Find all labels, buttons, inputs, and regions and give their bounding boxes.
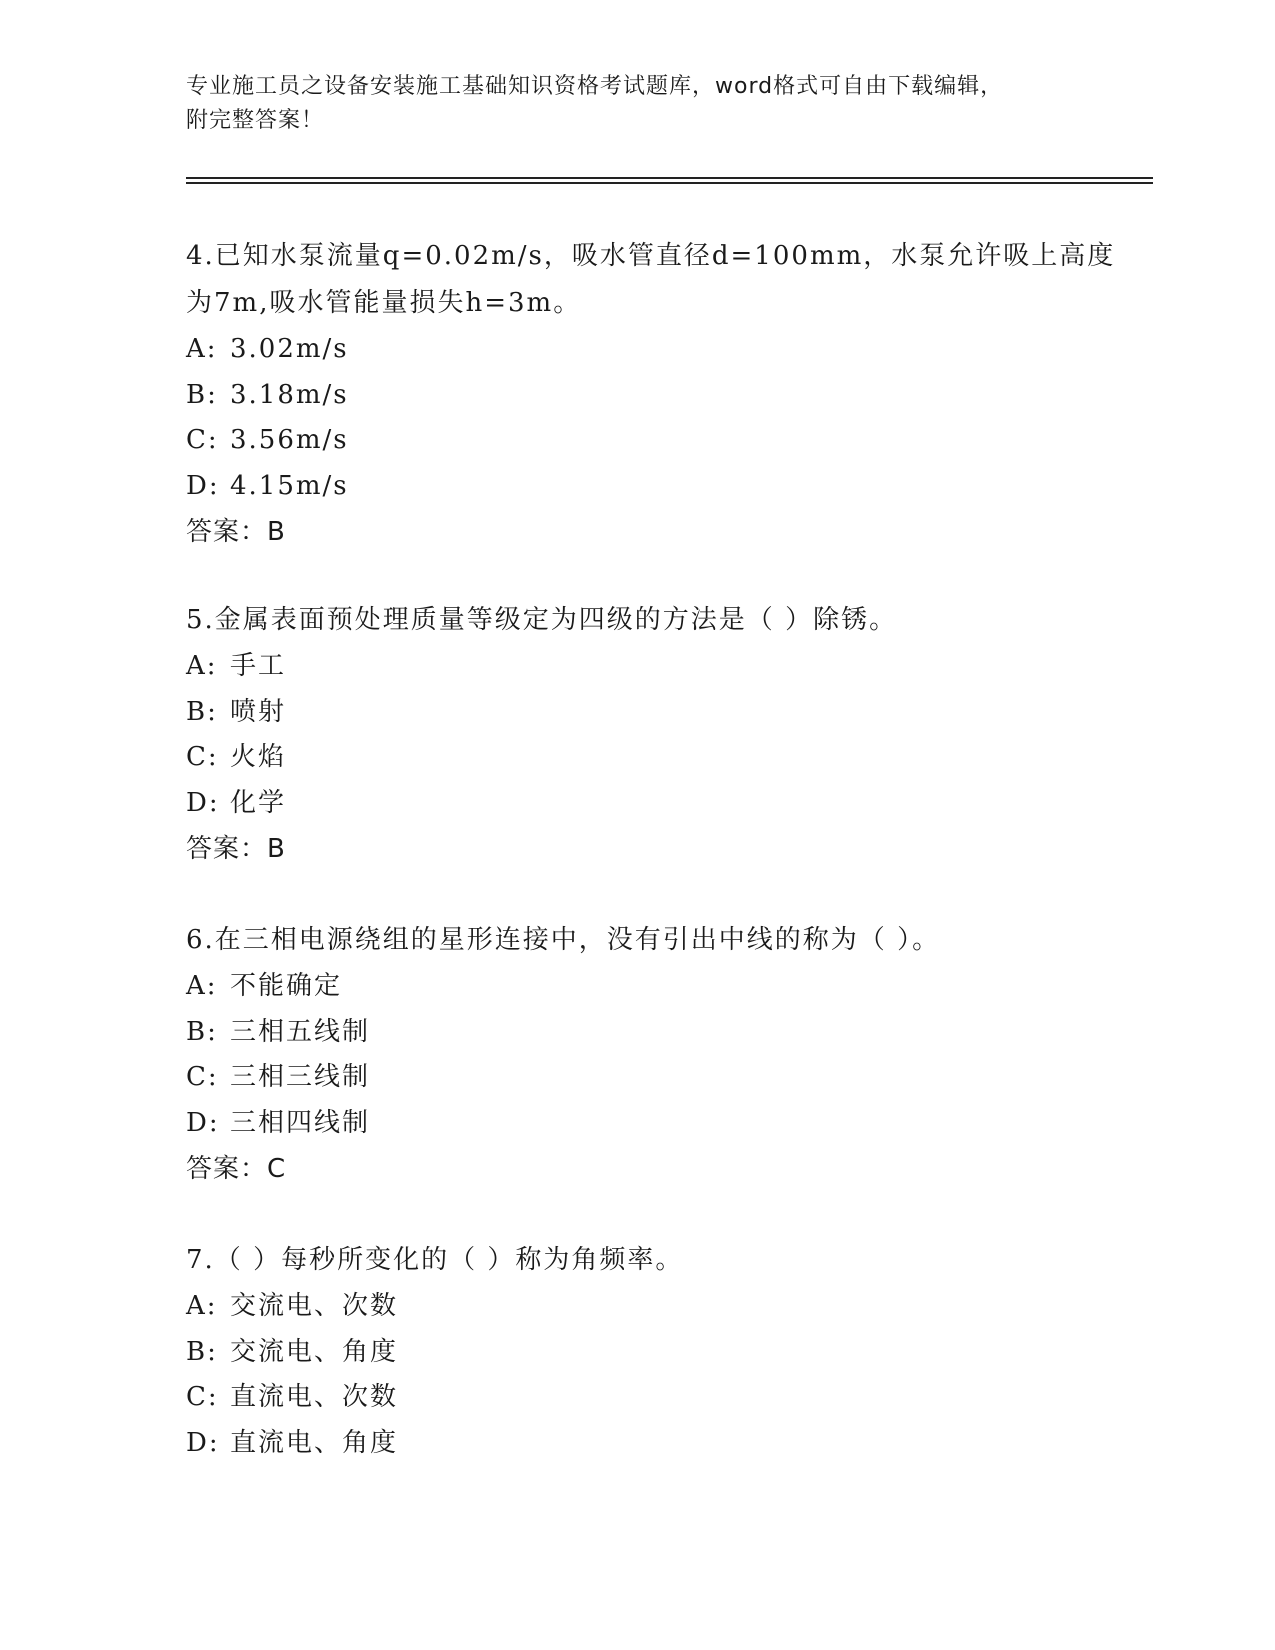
option-c: [186, 1375, 1126, 1421]
option-key: C:: [186, 742, 219, 772]
question-stem-line: 7.（ ）每秒所变化的（ ）称为角频率。: [186, 1245, 684, 1275]
question-4: [186, 233, 1126, 555]
header-line-1: 专业施工员之设备安装施工基础知识资格考试题库，word格式可自由下载编辑，: [186, 74, 1004, 99]
answer-line: 答案：C: [186, 1154, 287, 1184]
question-6: [186, 917, 1126, 1192]
option-key: B:: [186, 1016, 218, 1047]
header-divider-bottom: [186, 182, 1153, 184]
option-key: D:: [186, 1107, 220, 1138]
option-c: [186, 1055, 1126, 1101]
question-5: [186, 597, 1126, 872]
option-d: [186, 1421, 1126, 1467]
option-key: A:: [186, 1291, 218, 1321]
option-a: [186, 964, 1126, 1010]
question-stem-line: 5.金属表面预处理质量等级定为四级的方法是（ ）除锈。: [186, 605, 898, 635]
option-key: C:: [186, 1382, 219, 1412]
option-key: D:: [186, 787, 220, 818]
question-stem-line: 4.已知水泵流量q=0.02m/s，吸水管直径d=100mm，水泵允许吸上高度: [186, 241, 1116, 271]
option-key: D:: [186, 1427, 220, 1458]
option-a: [186, 644, 1126, 690]
header-line-2: 附完整答案！: [186, 108, 325, 133]
question-stem-line: 为7m,吸水管能量损失h=3m。: [186, 288, 582, 318]
option-text: 3.18m/s: [230, 379, 349, 410]
option-d: [186, 1101, 1126, 1147]
option-text: 交流电、次数: [230, 1291, 399, 1321]
header-divider-top: [186, 177, 1153, 179]
option-text: 交流电、角度: [230, 1336, 399, 1367]
answer-line: 答案：B: [186, 834, 286, 864]
option-b: [186, 1010, 1126, 1056]
option-key: B:: [186, 1336, 218, 1367]
option-text: 3.02m/s: [230, 334, 349, 364]
option-d: [186, 781, 1126, 827]
option-text: 三相三线制: [230, 1062, 371, 1092]
option-text: 手工: [230, 651, 287, 681]
option-text: 4.15m/s: [230, 470, 349, 501]
option-text: 火焰: [230, 742, 287, 772]
option-key: D:: [186, 470, 220, 501]
option-c: [186, 735, 1126, 781]
question-stem-line: 6.在三相电源绕组的星形连接中，没有引出中线的称为（ ）。: [186, 925, 941, 955]
option-text: 三相五线制: [230, 1016, 371, 1047]
option-key: B:: [186, 696, 218, 727]
option-text: 三相四线制: [230, 1107, 371, 1138]
question-7: [186, 1237, 1126, 1466]
option-key: B:: [186, 379, 218, 410]
option-text: 直流电、角度: [230, 1427, 399, 1458]
option-text: 3.56m/s: [230, 425, 349, 455]
answer-line: 答案：B: [186, 517, 286, 547]
option-a: [186, 327, 1126, 373]
option-b: [186, 373, 1126, 419]
option-key: A:: [186, 651, 218, 681]
option-key: C:: [186, 425, 219, 455]
option-c: [186, 418, 1126, 464]
option-text: 喷射: [230, 696, 287, 727]
option-a: [186, 1284, 1126, 1330]
option-key: A:: [186, 971, 218, 1001]
option-key: A:: [186, 334, 218, 364]
option-key: C:: [186, 1062, 219, 1092]
option-text: 直流电、次数: [230, 1382, 399, 1412]
option-d: [186, 464, 1126, 510]
option-b: [186, 690, 1126, 736]
option-text: 不能确定: [230, 971, 343, 1001]
document-header: [186, 70, 1086, 138]
option-text: 化学: [230, 787, 287, 818]
option-b: [186, 1330, 1126, 1376]
